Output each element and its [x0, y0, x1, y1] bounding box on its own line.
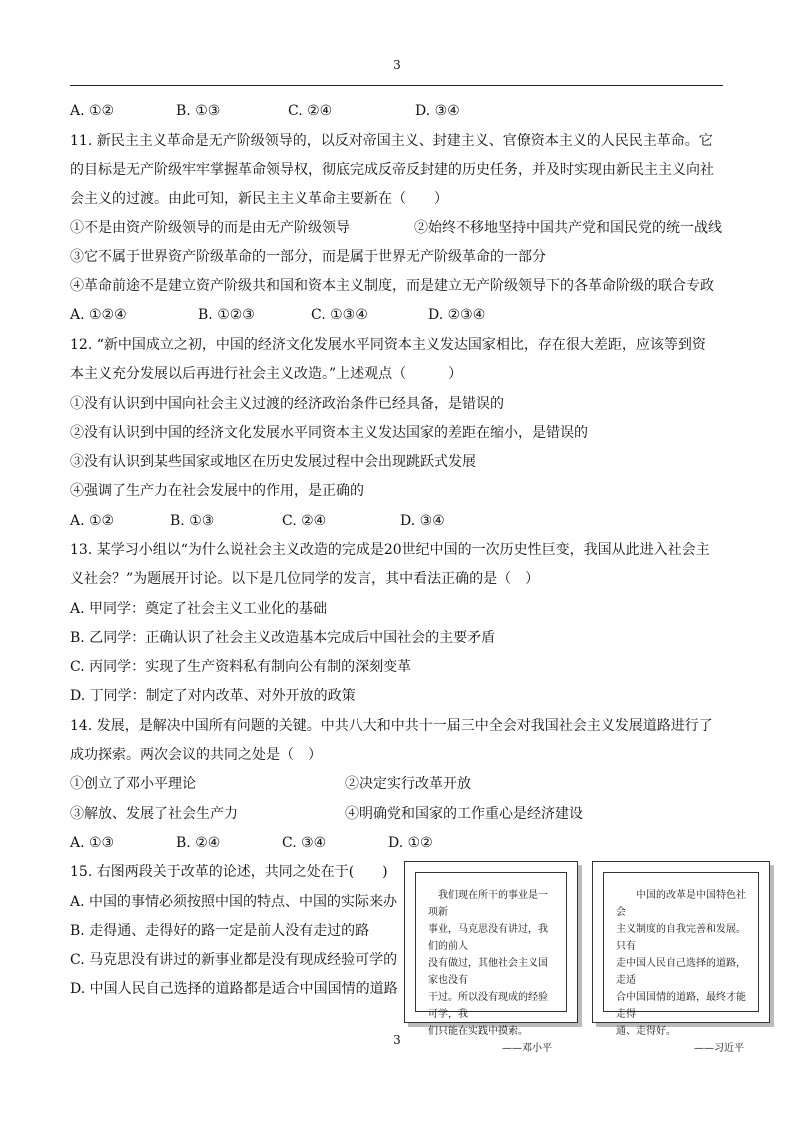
q12-item-4: ④强调了生产力在社会发展中的作用，是正确的 — [70, 483, 364, 499]
q15-option-c[interactable]: C. 马克思没有讲过的新事业都是没有现成经验可学的 — [70, 952, 398, 968]
q13-option-c[interactable]: C. 丙同学：实现了生产资料私有制向公有制的深刻变革 — [70, 659, 412, 675]
q12-options — [70, 511, 730, 531]
q14-item-4: ④明确党和国家的工作重心是经济建设 — [345, 806, 583, 822]
q11-option-a[interactable]: A. ①②④ — [70, 307, 127, 323]
q10-option-c[interactable]: C. ②④ — [288, 103, 333, 119]
q14-option-d[interactable]: D. ①② — [388, 835, 433, 851]
q11-stem-line-2: 的目标是无产阶级牢牢掌握革命领导权，彻底完成反帝反封建的历史任务，并及时实现由新民主主义向社 — [70, 162, 714, 178]
q13-option-b[interactable]: B. 乙同学：正确认识了社会主义改造基本完成后中国社会的主要矛盾 — [70, 630, 496, 646]
q13-stem-line-1: 13. 某学习小组以“为什么说社会主义改造的完成是20世纪中国的一次历史性巨变，我国从此进入社会主 — [70, 542, 710, 558]
q12-option-a[interactable]: A. ①② — [70, 513, 115, 529]
q14-item-2: ②决定实行改革开放 — [345, 776, 471, 792]
q10-option-a[interactable]: A. ①② — [70, 103, 115, 119]
q12-option-c[interactable]: C. ②④ — [282, 513, 327, 529]
quote-box-deng-inner — [415, 872, 567, 1054]
q11-option-d[interactable]: D. ②③④ — [428, 307, 486, 323]
q14-option-a[interactable]: A. ①③ — [70, 835, 115, 851]
q10-option-d[interactable]: D. ③④ — [415, 103, 460, 119]
quote-deng-author: ——邓小平 — [502, 1043, 552, 1054]
header-rule — [70, 85, 723, 86]
q12-option-d[interactable]: D. ③④ — [400, 513, 445, 529]
q11-option-c[interactable]: C. ①③④ — [311, 307, 368, 323]
quote-xi-author: ——习近平 — [694, 1043, 744, 1054]
q14-stem-line-1: 14. 发展，是解决中国所有问题的关键。中共八大和中共十一届三中全会对我国社会主义发展道路进行了 — [70, 718, 713, 734]
q13-stem-line-2: 义社会？”为题展开讨论。以下是几位同学的发言，其中看法正确的是（ ） — [70, 571, 540, 587]
q14-option-c[interactable]: C. ③④ — [282, 835, 327, 851]
q11-options — [70, 305, 730, 325]
q12-option-b[interactable]: B. ①③ — [170, 513, 215, 529]
q11-item-1: ①不是由资产阶级领导的而是由无产阶级领导 — [70, 220, 350, 236]
q15-option-b[interactable]: B. 走得通、走得好的路一定是前人没有走过的路 — [70, 923, 370, 939]
q14-stem-line-2: 成功探索。两次会议的共同之处是（ ） — [70, 747, 322, 763]
q13-option-d[interactable]: D. 丁同学：制定了对内改革、对外开放的政策 — [70, 688, 356, 704]
q14-item-3: ③解放、发展了社会生产力 — [70, 806, 238, 822]
q11-stem-line-3: 会主义的过渡。由此可知，新民主主义革命主要新在（ ） — [70, 191, 448, 207]
q11-item-3: ③它不属于世界资产阶级革命的一部分，而是属于世界无产阶级革命的一部分 — [70, 249, 546, 265]
quote-xi-line: 中国的改革是中国特色社会 — [616, 890, 746, 918]
q11-stem-line-1: 11. 新民主主义革命是无产阶级领导的，以反对帝国主义、封建主义、官僚资本主义的人民民主革命。它 — [70, 133, 713, 149]
q10-option-b[interactable]: B. ①③ — [176, 103, 221, 119]
q12-stem-line-1: 12. “新中国成立之初，中国的经济文化发展水平同资本主义发达国家相比，存在很大差距，应该等到资 — [70, 337, 706, 353]
quote-deng-line: 干过。所以没有现成的经验可学，我 — [428, 992, 548, 1020]
q11-item-2: ②始终不移地坚持中国共产党和国民党的统一战线 — [414, 220, 722, 236]
q12-stem-line-2: 本主义充分发展以后再进行社会主义改造。”上述观点（ ） — [70, 366, 463, 382]
quote-xi-line: 主义制度的自我完善和发展。只有 — [616, 924, 746, 952]
quote-deng-line: 事业，马克思没有讲过，我们的前人 — [428, 924, 548, 952]
q15-option-a[interactable]: A. 中国的事情必须按照中国的特点、中国的实际来办 — [70, 894, 398, 910]
q13-option-a[interactable]: A. 甲同学：奠定了社会主义工业化的基础 — [70, 601, 328, 617]
q14-options — [70, 833, 730, 853]
q12-item-3: ③没有认识到某些国家或地区在历史发展过程中会出现跳跃式发展 — [70, 454, 476, 470]
quote-xi-line: 通、走得好。 — [616, 1026, 676, 1037]
quote-xi-line: 走中国人民自己选择的道路，走适 — [616, 958, 746, 986]
q14-item-1: ①创立了邓小平理论 — [70, 776, 196, 792]
quote-box-xi — [592, 861, 770, 1054]
q11-item-4: ④革命前途不是建立资产阶级共和国和资本主义制度，而是建立无产阶级领导下的各革命阶级的联合专政 — [70, 278, 714, 294]
page-number-bottom: 3 — [393, 1033, 401, 1047]
quote-deng-line: 我们现在所干的事业是一项新 — [428, 890, 548, 918]
quote-box-xi-inner — [603, 872, 759, 1054]
q11-option-b[interactable]: B. ①②③ — [198, 307, 255, 323]
quote-box-deng — [404, 861, 578, 1054]
q15-option-d[interactable]: D. 中国人民自己选择的道路都是适合中国国情的道路 — [70, 981, 398, 997]
q14-option-b[interactable]: B. ②④ — [176, 835, 221, 851]
quote-deng-line: 没有做过，其他社会主义国家也没有 — [428, 958, 548, 986]
q10-options — [70, 101, 730, 121]
q12-item-2: ②没有认识到中国的经济文化发展水平同资本主义发达国家的差距在缩小，是错误的 — [70, 425, 588, 441]
quote-xi-line: 合中国国情的道路，最终才能走得 — [616, 992, 746, 1020]
q15-stem: 15. 右图两段关于改革的论述，共同之处在于( ) — [70, 864, 388, 880]
q12-item-1: ①没有认识到中国向社会主义过渡的经济政治条件已经具备，是错误的 — [70, 396, 504, 412]
quote-deng-line: 们只能在实践中摸索。 — [428, 1026, 528, 1037]
page-number-top: 3 — [393, 58, 401, 72]
